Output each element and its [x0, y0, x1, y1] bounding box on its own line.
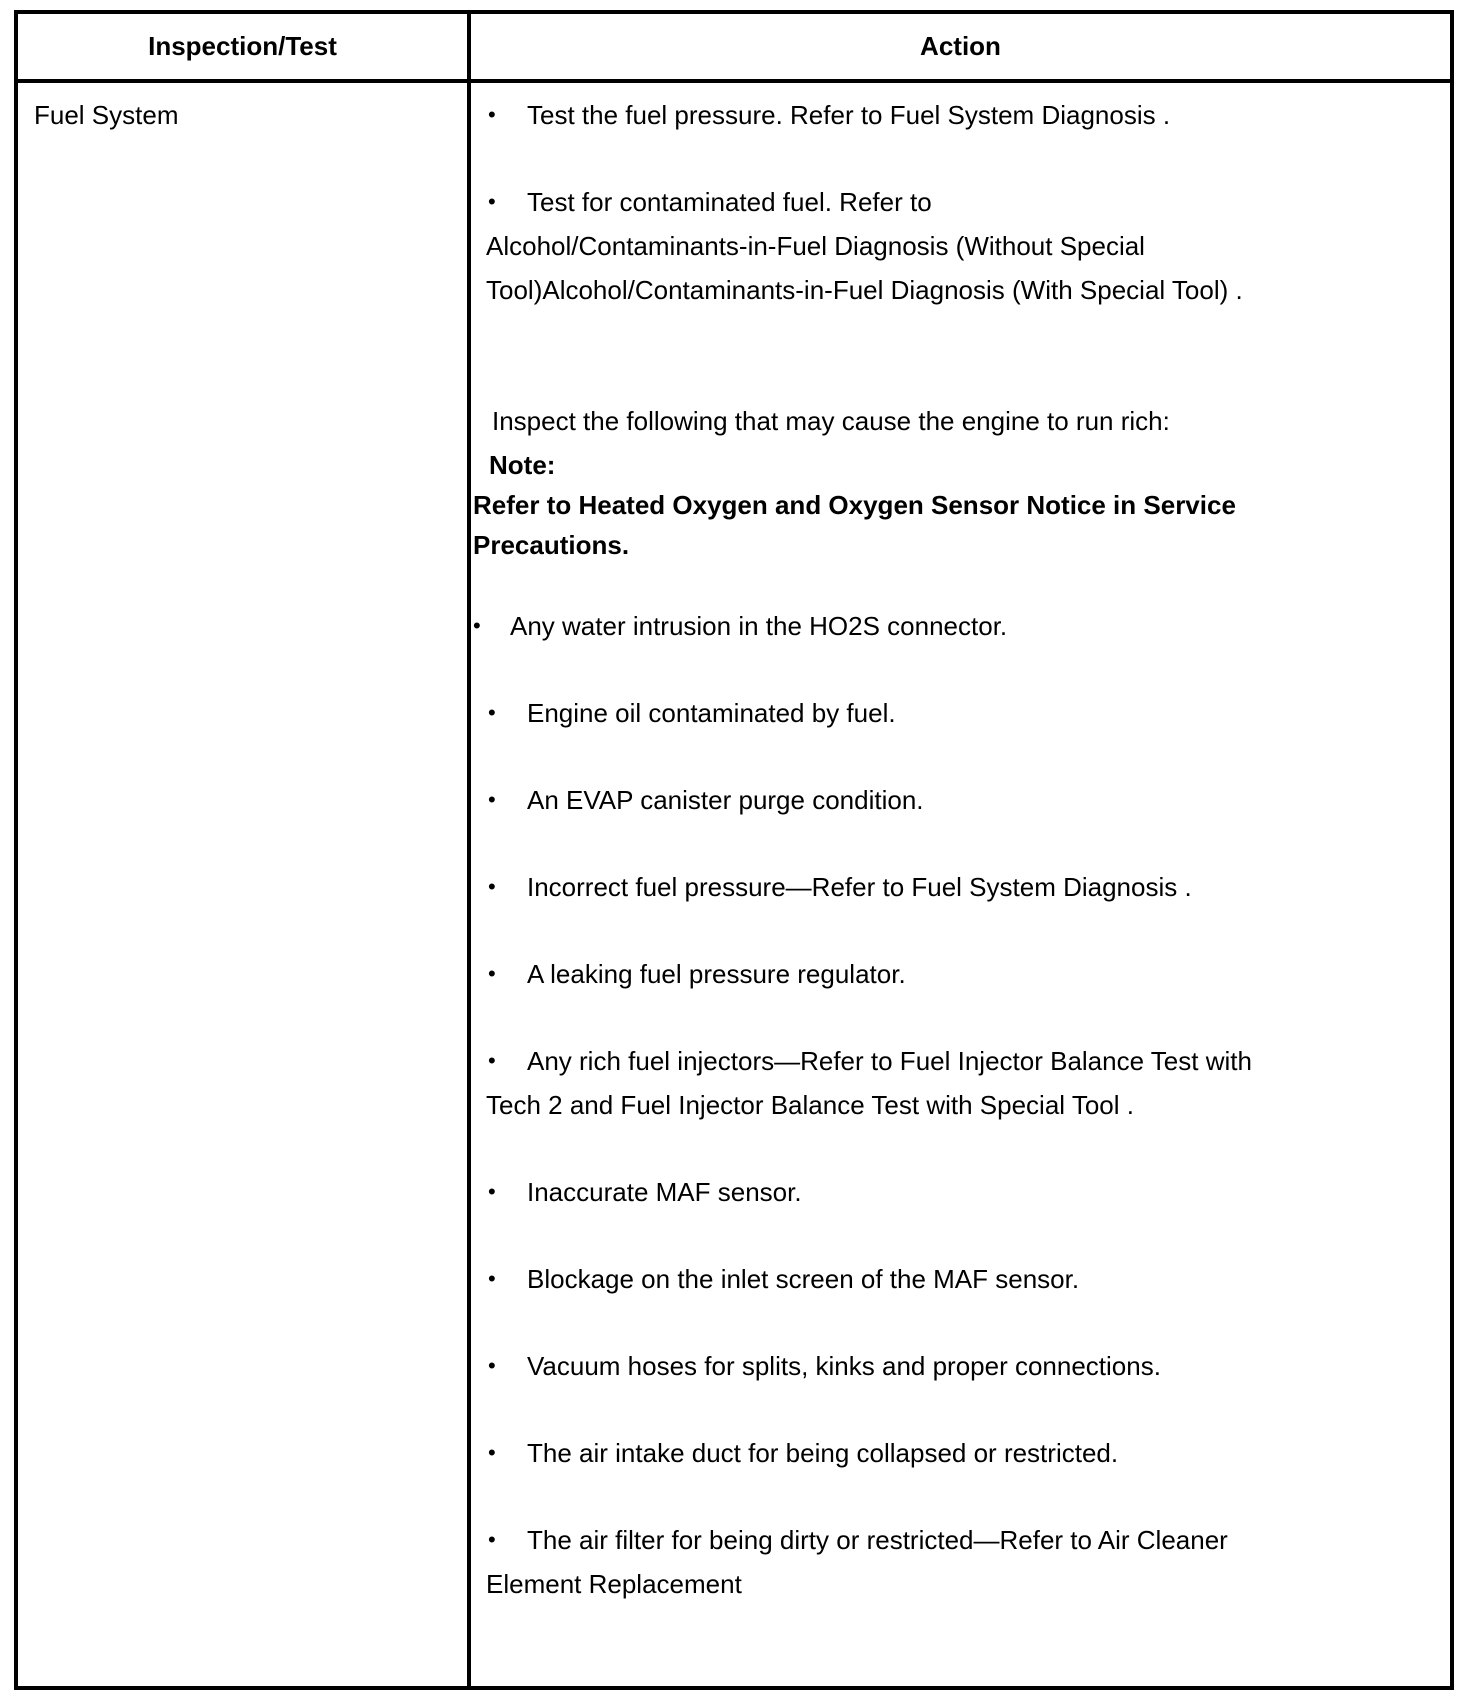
- bullet: •: [488, 1527, 496, 1552]
- check-air-filter-line1: The air filter for being dirty or restricted—Refer to Air Cleaner: [527, 1525, 1228, 1555]
- bullet: •: [488, 189, 496, 214]
- bullet: •: [488, 700, 496, 725]
- diagnostic-table: [14, 10, 1454, 1690]
- check-air-filter-line2: Element Replacement: [486, 1569, 742, 1599]
- check-rich-injectors-line1: Any rich fuel injectors—Refer to Fuel Injector Balance Test with: [527, 1046, 1252, 1076]
- bullet: •: [488, 102, 496, 127]
- header-divider: [18, 79, 1450, 83]
- bullet: •: [488, 1266, 496, 1291]
- header-inspection-test: Inspection/Test: [148, 31, 337, 61]
- bullet: •: [488, 787, 496, 812]
- bullet: •: [488, 874, 496, 899]
- header-action: Action: [920, 31, 1001, 61]
- bullet: •: [488, 1440, 496, 1465]
- note-text-line1: Refer to Heated Oxygen and Oxygen Sensor Notice in Service: [473, 490, 1236, 520]
- action-test-contaminated-fuel-line2: Alcohol/Contaminants-in-Fuel Diagnosis (Without Special: [486, 231, 1145, 261]
- bullet: •: [488, 1353, 496, 1378]
- bullet: •: [488, 1179, 496, 1204]
- inspection-fuel-system: Fuel System: [34, 100, 179, 130]
- check-engine-oil: Engine oil contaminated by fuel.: [527, 698, 896, 728]
- note-label: Note:: [489, 450, 556, 480]
- bullet: •: [473, 613, 481, 638]
- bullet: •: [488, 1048, 496, 1073]
- check-maf-sensor: Inaccurate MAF sensor.: [527, 1177, 802, 1207]
- check-rich-injectors-line2: Tech 2 and Fuel Injector Balance Test with Special Tool .: [486, 1090, 1134, 1120]
- check-incorrect-fuel-pressure: Incorrect fuel pressure—Refer to Fuel System Diagnosis .: [527, 872, 1192, 902]
- check-maf-inlet-screen: Blockage on the inlet screen of the MAF sensor.: [527, 1264, 1080, 1294]
- check-air-intake-duct: The air intake duct for being collapsed or restricted.: [527, 1438, 1119, 1468]
- column-divider: [467, 14, 471, 1686]
- action-test-fuel-pressure: Test the fuel pressure. Refer to Fuel System Diagnosis .: [527, 100, 1171, 130]
- check-evap-purge: An EVAP canister purge condition.: [527, 785, 924, 815]
- action-test-contaminated-fuel-line3: Tool)Alcohol/Contaminants-in-Fuel Diagnosis (With Special Tool) .: [486, 275, 1243, 305]
- bullet: •: [488, 961, 496, 986]
- check-vacuum-hoses: Vacuum hoses for splits, kinks and proper connections.: [527, 1351, 1161, 1381]
- inspect-intro: Inspect the following that may cause the engine to run rich:: [492, 406, 1170, 436]
- check-water-intrusion: Any water intrusion in the HO2S connector.: [510, 611, 1008, 641]
- check-leaking-regulator: A leaking fuel pressure regulator.: [527, 959, 906, 989]
- note-text-line2: Precautions.: [473, 530, 630, 560]
- action-test-contaminated-fuel-line1: Test for contaminated fuel. Refer to: [527, 187, 932, 217]
